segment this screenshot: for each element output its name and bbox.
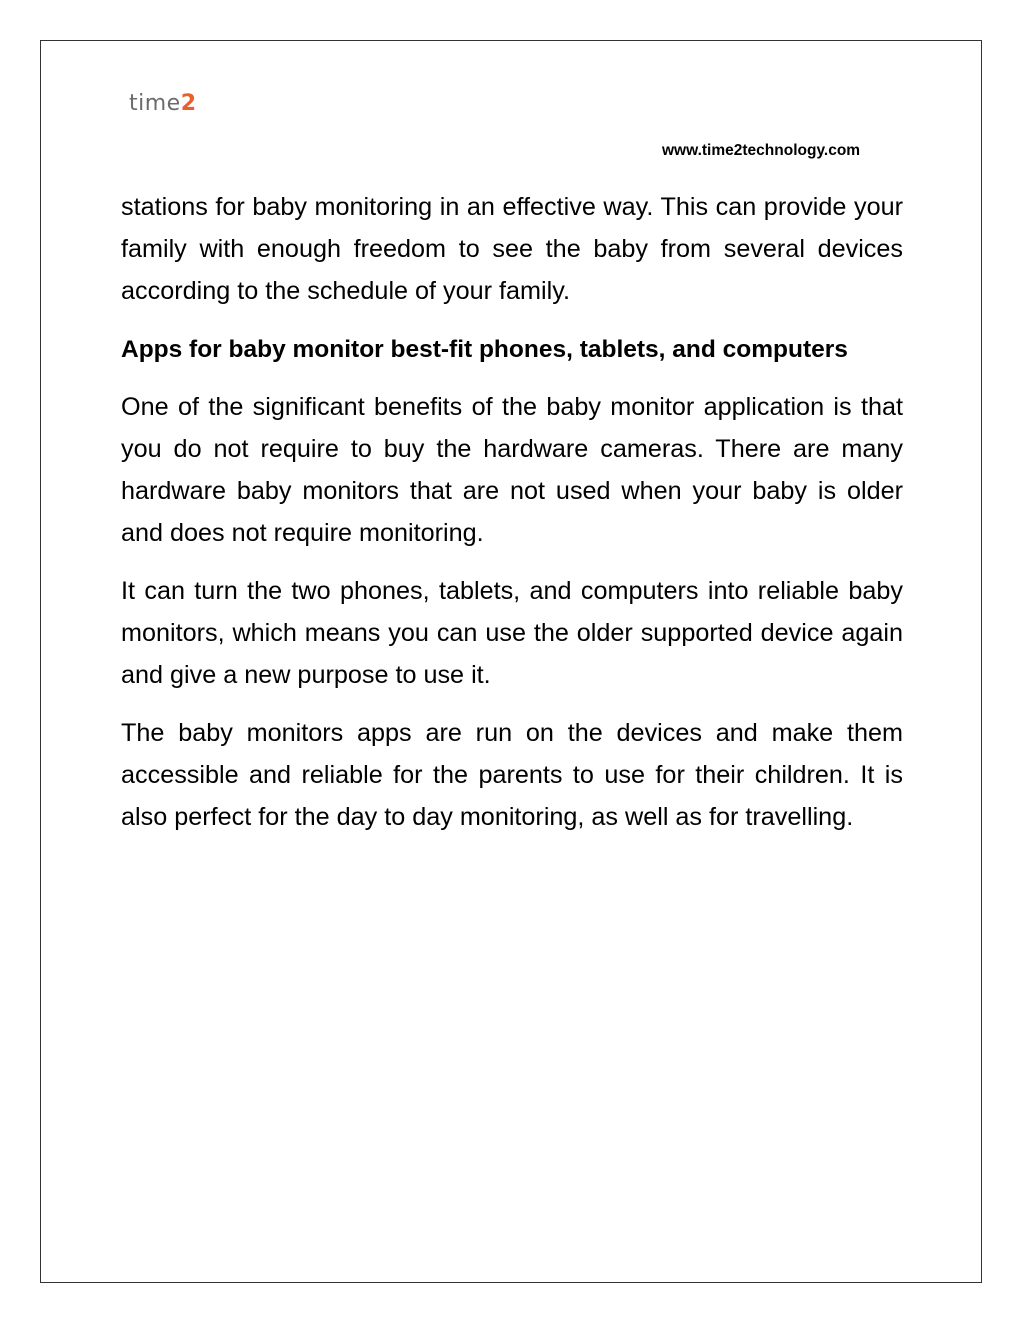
paragraph-devices: It can turn the two phones, tablets, and computers into reliable baby monitors, which means you can use the older supported device again and give a new purpose to use it. <box>121 577 903 689</box>
paragraph-intro: stations for baby monitoring in an effective way. This can provide your family with enough freedom to see the baby from several devices according to the schedule of your family. <box>121 193 903 305</box>
time2-logo <box>129 93 197 115</box>
logo-text-two: 2 <box>180 91 197 116</box>
logo-text-time: time <box>129 91 181 116</box>
document-body <box>121 186 903 854</box>
website-url: www.time2technology.com <box>662 142 861 159</box>
paragraph-benefits: One of the significant benefits of the baby monitor application is that you do not require to buy the hardware cameras. There are many hardware baby monitors that are not used when your baby is older and does not require monitoring. <box>121 393 903 547</box>
paragraph-apps: The baby monitors apps are run on the devices and make them accessible and reliable for the parents to use for their children. It is also perfect for the day to day monitoring, as well as for travelling. <box>121 719 903 831</box>
section-heading: Apps for baby monitor best-fit phones, tablets, and computers <box>121 336 848 363</box>
